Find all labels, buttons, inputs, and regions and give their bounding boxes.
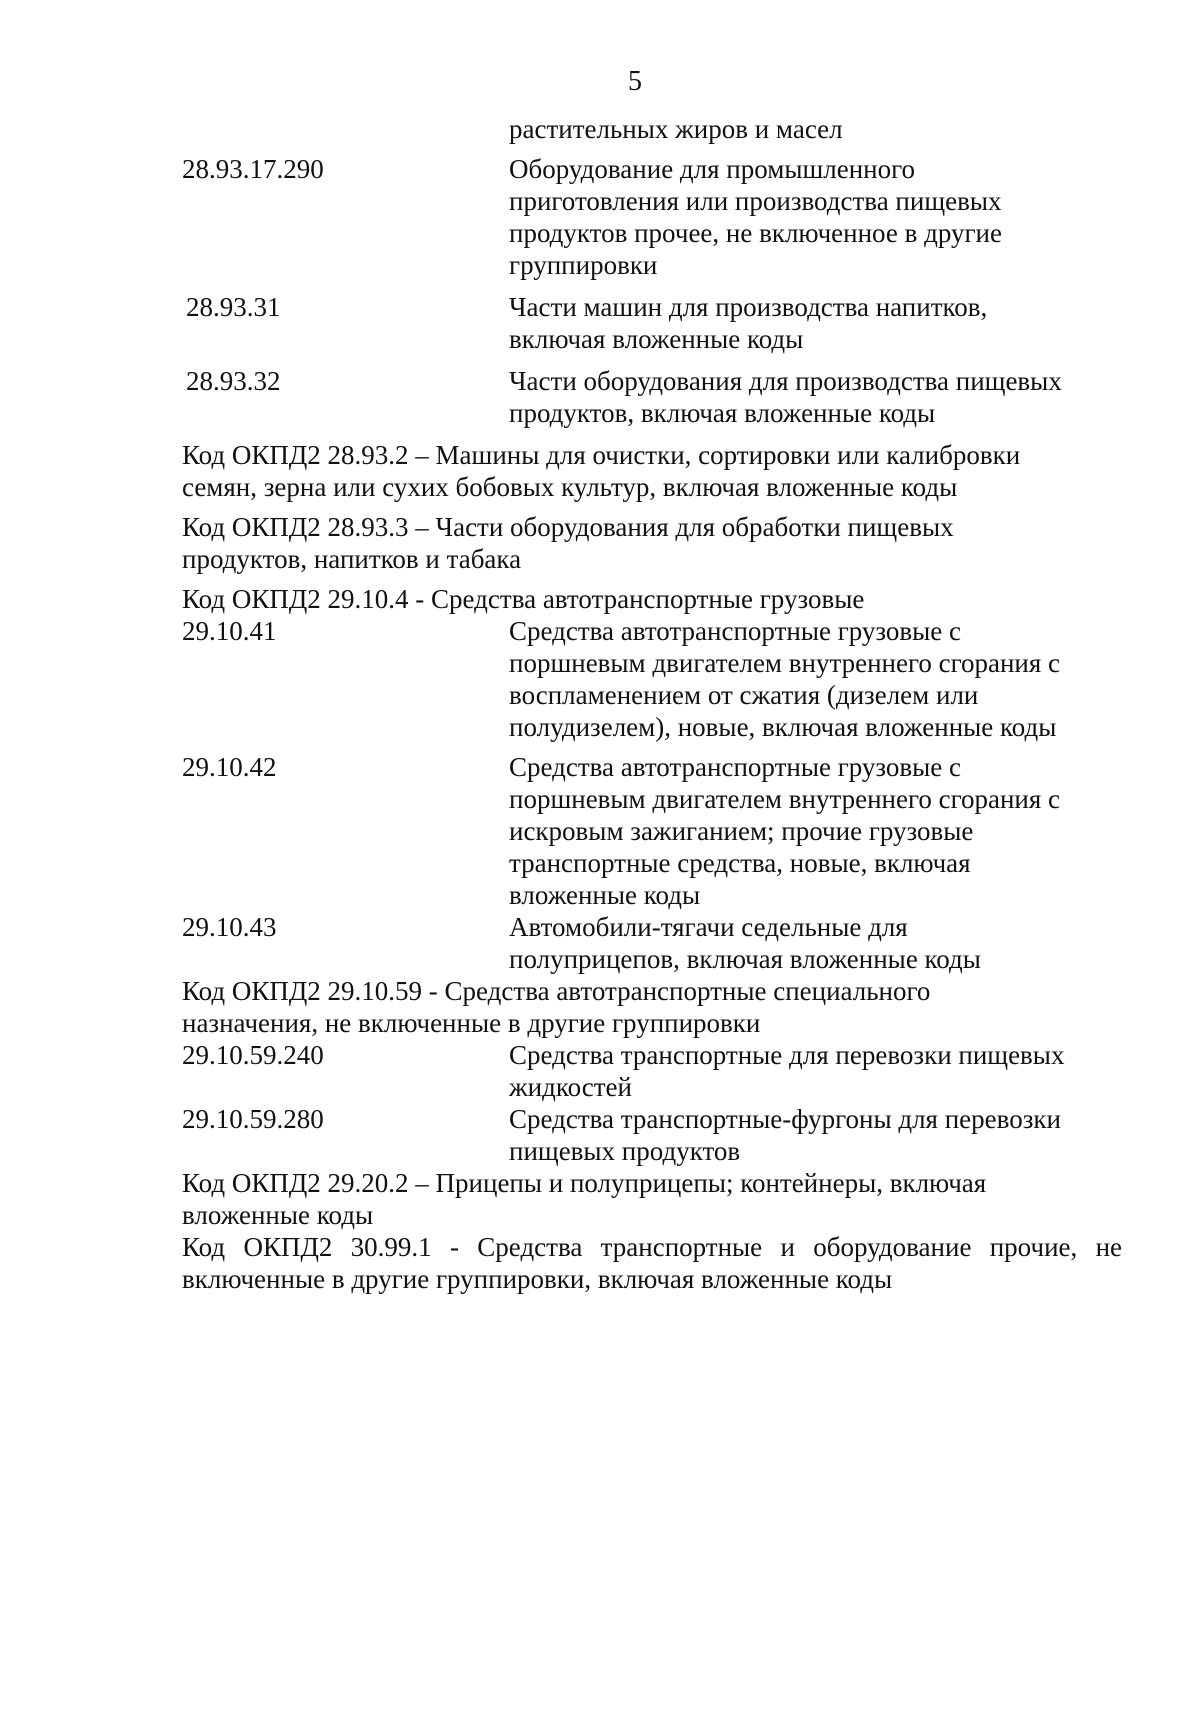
code-cell: 29.10.41: [182, 616, 277, 646]
code-cell: 29.10.43: [182, 912, 277, 942]
description-cell: Части машин для производства напитков, включая вложенные коды: [509, 292, 988, 354]
code-cell: 29.10.59.280: [182, 1104, 324, 1134]
description-cell: Средства транспортные-фургоны для перевозки пищевых продуктов: [509, 1104, 1061, 1166]
page-number: 5: [628, 66, 642, 97]
document-body: [182, 113, 1122, 1295]
okpd-paragraph: Код ОКПД2 29.20.2 – Прицепы и полуприцепы; контейнеры, включая вложенные коды: [182, 1168, 987, 1230]
code-row: [182, 911, 1122, 975]
description-cell: Средства автотранспортные грузовые с поршневым двигателем внутреннего сгорания с искровым зажиганием; прочие грузовые транспортные средства, новые, включая вложенные коды: [509, 752, 1061, 910]
okpd-paragraph: Код ОКПД2 28.93.3 – Части оборудования для обработки пищевых продуктов, напитков и табака: [182, 512, 954, 574]
code-row: [182, 291, 1122, 355]
code-cell: 29.10.59.240: [182, 1040, 324, 1070]
code-cell: 28.93.17.290: [182, 154, 324, 184]
code-row: [182, 153, 1122, 281]
paragraph-line: включенные в другие группировки, включая вложенные коды: [182, 1264, 893, 1294]
paragraph-line: Код ОКПД2 30.99.1 - Средства транспортные и оборудование прочие, не: [182, 1232, 1122, 1262]
code-row: [182, 1103, 1122, 1167]
description-cell: Средства автотранспортные грузовые с поршневым двигателем внутреннего сгорания с воспламенением от сжатия (дизелем или полудизелем), новые, включая вложенные коды: [509, 616, 1061, 742]
description-cell: Части оборудования для производства пищевых продуктов, включая вложенные коды: [509, 366, 1062, 428]
code-row: [182, 365, 1122, 429]
code-cell: 28.93.31: [186, 292, 281, 322]
code-cell: 28.93.32: [186, 366, 281, 396]
code-cell: 29.10.42: [182, 752, 277, 782]
description-cell: Автомобили-тягачи седельные для полуприцепов, включая вложенные коды: [509, 912, 981, 974]
okpd-paragraph: Код ОКПД2 29.10.59 - Средства автотранспортные специального назначения, не включенные в другие группировки: [182, 976, 931, 1038]
okpd-paragraph-justified: [182, 1231, 1122, 1295]
description-cell: Оборудование для промышленного приготовления или производства пищевых продуктов прочее, не включенное в другие группировки: [509, 154, 1002, 280]
code-row: [182, 751, 1122, 911]
okpd-paragraph: Код ОКПД2 28.93.2 – Машины для очистки, сортировки или калибровки семян, зерна или сухих бобовых культур, включая вложенные коды: [182, 440, 1021, 502]
code-row: [182, 1039, 1122, 1103]
continuation-text: растительных жиров и масел: [509, 114, 843, 144]
okpd-paragraph: Код ОКПД2 29.10.4 - Средства автотранспортные грузовые: [182, 584, 865, 614]
continuation-row: [182, 113, 1122, 145]
description-cell: Средства транспортные для перевозки пищевых жидкостей: [509, 1040, 1065, 1102]
code-row: [182, 615, 1122, 743]
